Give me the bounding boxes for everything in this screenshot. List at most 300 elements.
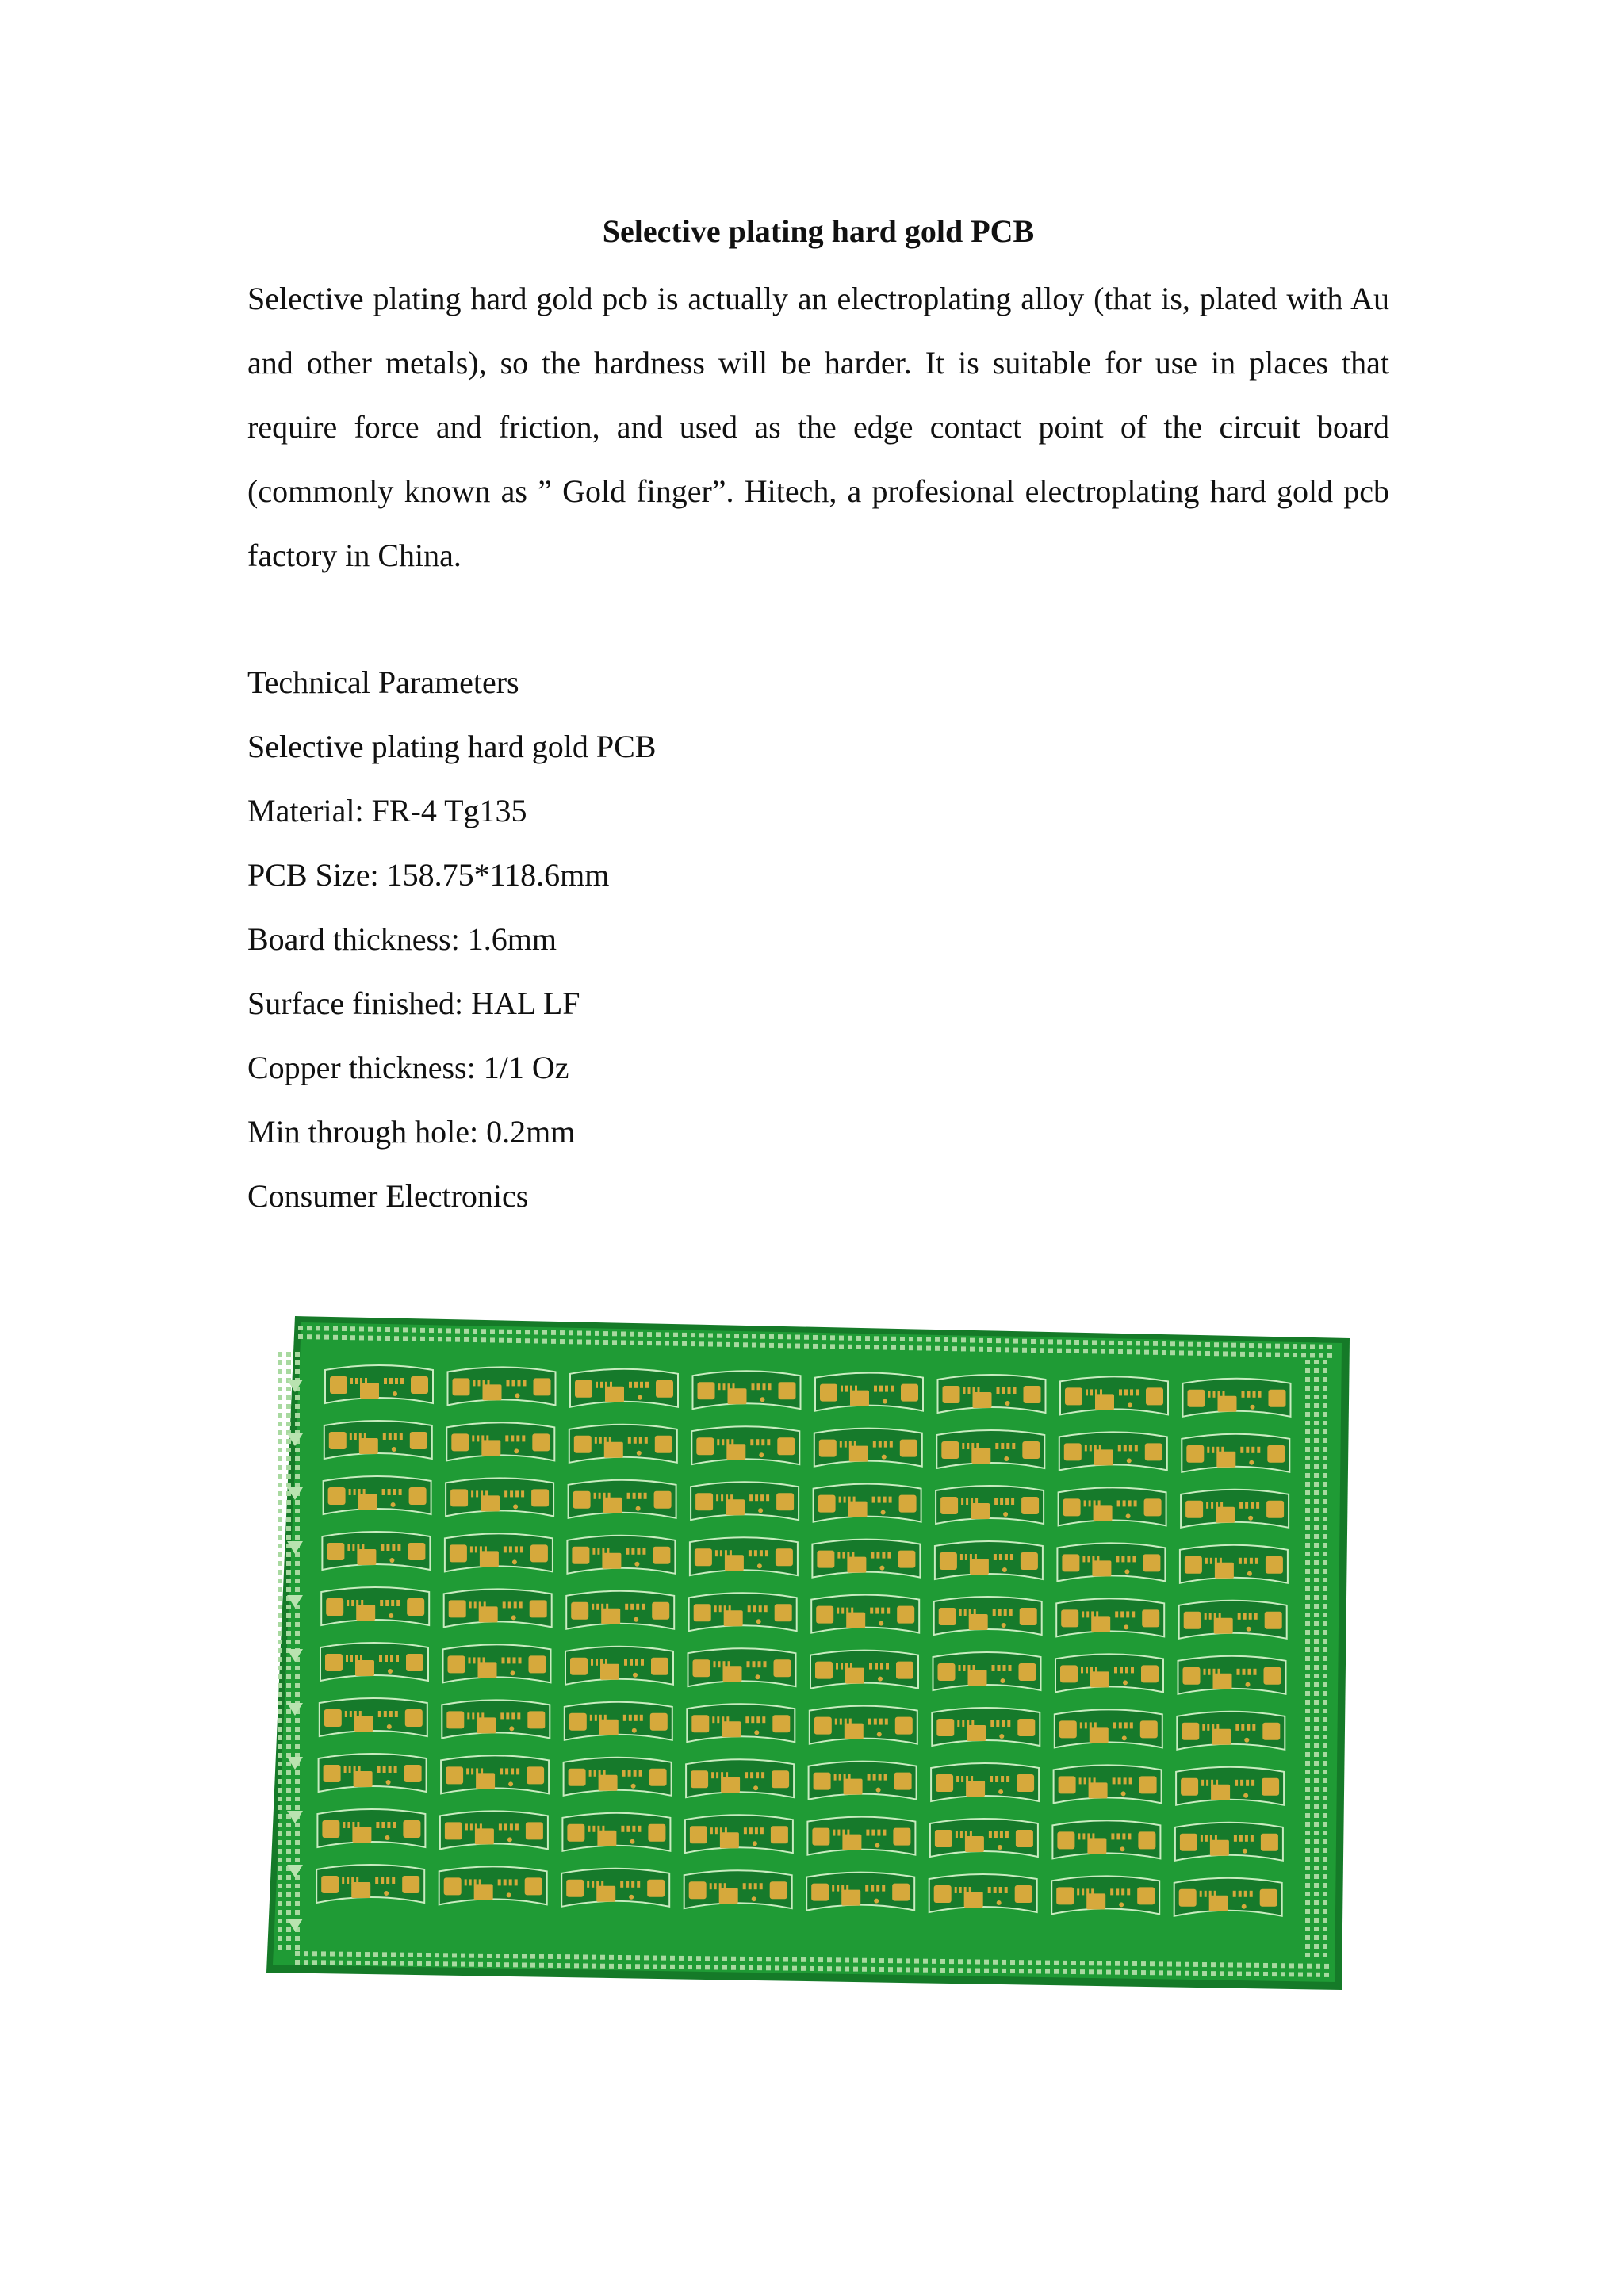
- gold-pad: [1142, 1609, 1159, 1627]
- rail-pad: [278, 1884, 282, 1888]
- rail-pad: [722, 1957, 727, 1961]
- rail-pad: [1298, 1964, 1303, 1969]
- rail-pad: [1045, 1969, 1050, 1974]
- rail-pad: [339, 1961, 343, 1965]
- gold-finger: [710, 1883, 712, 1889]
- gold-finger: [1218, 1669, 1220, 1675]
- via: [637, 1451, 642, 1456]
- rail-pad: [1305, 1386, 1310, 1391]
- gold-pad: [330, 1376, 347, 1394]
- gold-finger: [1209, 1891, 1212, 1897]
- gold-finger: [362, 1544, 364, 1551]
- rail-pad: [1109, 1349, 1114, 1354]
- rail-pad: [286, 1666, 291, 1670]
- gold-finger: [508, 1657, 511, 1663]
- gold-finger: [716, 1494, 718, 1501]
- gold-pad: [605, 1387, 624, 1402]
- rail-pad: [1127, 1349, 1132, 1354]
- gold-finger: [1245, 1502, 1248, 1509]
- gold-finger: [354, 1489, 356, 1495]
- gold-finger: [841, 1386, 843, 1392]
- rail-pad: [1323, 1935, 1327, 1940]
- gold-pad: [940, 1552, 957, 1570]
- gold-finger: [844, 1774, 846, 1781]
- gold-finger: [594, 1770, 596, 1777]
- gold-finger: [1240, 1780, 1243, 1786]
- rail-pad: [278, 1735, 282, 1740]
- gold-finger: [873, 1441, 876, 1448]
- gold-pad: [1210, 1840, 1229, 1856]
- via: [997, 1900, 1002, 1905]
- gold-finger: [472, 1435, 474, 1441]
- gold-pad: [651, 1658, 668, 1675]
- rail-pad: [278, 1823, 282, 1827]
- gold-pad: [1218, 1396, 1237, 1412]
- rail-pad: [1305, 1752, 1310, 1757]
- gold-finger: [1124, 1389, 1128, 1395]
- rail-pad: [1323, 1569, 1327, 1574]
- gold-finger: [515, 1879, 518, 1885]
- rail-pad: [1132, 1961, 1137, 1966]
- via: [1002, 1567, 1007, 1572]
- gold-finger: [712, 1716, 714, 1723]
- rail-pad: [278, 1892, 282, 1897]
- rail-pad: [961, 1346, 966, 1351]
- gold-finger: [1238, 1613, 1241, 1620]
- rail-pad: [435, 1953, 439, 1957]
- rail-pad: [1159, 1961, 1163, 1966]
- rail-pad: [295, 1744, 300, 1749]
- gold-finger: [356, 1877, 358, 1884]
- gold-pad: [360, 1383, 379, 1399]
- gold-pad: [1141, 1665, 1159, 1682]
- via: [511, 1670, 515, 1675]
- gold-finger: [1002, 1387, 1005, 1394]
- gold-finger: [834, 1774, 837, 1781]
- rail-pad: [1314, 1700, 1319, 1705]
- gold-finger: [718, 1383, 721, 1390]
- gold-finger: [630, 1659, 633, 1666]
- gold-finger: [470, 1823, 473, 1830]
- gold-finger: [1128, 1833, 1131, 1839]
- gold-finger: [506, 1712, 509, 1719]
- gold-finger: [347, 1877, 349, 1884]
- rail-pad: [278, 1369, 282, 1374]
- via: [633, 1673, 638, 1678]
- gold-pad: [939, 1608, 956, 1625]
- via: [1121, 1791, 1126, 1796]
- gold-pad: [849, 1446, 868, 1462]
- rail-pad: [813, 1335, 818, 1340]
- rail-pad: [1310, 1353, 1315, 1357]
- gold-finger: [1244, 1891, 1247, 1897]
- rail-pad: [1314, 1822, 1319, 1827]
- rail-pad: [1197, 1342, 1201, 1347]
- gold-pad: [474, 1884, 493, 1900]
- rail-pad: [1305, 1613, 1310, 1617]
- rail-pad: [286, 1465, 291, 1470]
- pcb-unit: [321, 1587, 429, 1625]
- pcb-unit: [1055, 1654, 1163, 1692]
- rail-pad: [630, 1341, 634, 1345]
- via: [875, 1843, 879, 1848]
- via: [1124, 1624, 1128, 1629]
- rail-pad: [286, 1587, 291, 1592]
- rail-pad: [278, 1500, 282, 1505]
- rail-pad: [801, 1957, 806, 1962]
- rail-pad: [926, 1337, 931, 1342]
- gold-finger: [381, 1877, 384, 1884]
- via: [511, 1615, 516, 1620]
- gold-finger: [359, 1433, 362, 1440]
- gold-pad: [776, 1548, 793, 1566]
- gold-pad: [726, 1444, 745, 1460]
- rail-pad: [1305, 1665, 1310, 1670]
- gold-pad: [1185, 1501, 1203, 1518]
- rail-pad: [429, 1337, 434, 1341]
- gold-finger: [767, 1439, 770, 1445]
- gold-finger: [512, 1380, 515, 1386]
- via: [760, 1397, 765, 1402]
- rail-pad: [569, 1339, 573, 1344]
- gold-finger: [750, 1772, 753, 1778]
- rail-pad: [1323, 1857, 1327, 1862]
- gold-finger: [1247, 1391, 1251, 1398]
- gold-finger: [989, 1831, 992, 1838]
- via: [756, 1619, 761, 1624]
- gold-pad: [352, 1827, 371, 1843]
- rail-pad: [1314, 1857, 1319, 1862]
- param-item: Consumer Electronics: [247, 1178, 529, 1214]
- rail-pad: [1185, 1971, 1189, 1976]
- rail-pad: [1305, 1761, 1310, 1766]
- rail-pad: [1314, 1630, 1319, 1635]
- rail-pad: [481, 1329, 486, 1334]
- gold-pad: [965, 1836, 984, 1852]
- gold-finger: [623, 1715, 626, 1721]
- rail-pad: [1314, 1621, 1319, 1626]
- gold-pad: [403, 1820, 420, 1838]
- gold-finger: [1094, 1445, 1097, 1451]
- pcb-unit: [1181, 1490, 1289, 1528]
- rail-pad: [1323, 1717, 1327, 1722]
- rail-pad: [286, 1779, 291, 1784]
- pcb-unit: [1174, 1878, 1282, 1916]
- gold-finger: [733, 1383, 735, 1390]
- gold-finger: [486, 1435, 488, 1441]
- rail-pad: [726, 1334, 730, 1338]
- gold-finger: [508, 1601, 511, 1608]
- rail-pad: [499, 1330, 504, 1334]
- rail-pad: [1314, 1665, 1319, 1670]
- rail-pad: [717, 1342, 722, 1347]
- gold-finger: [1207, 1447, 1209, 1453]
- rail-pad: [1323, 1866, 1327, 1870]
- gold-finger: [1087, 1556, 1090, 1562]
- rail-pad: [845, 1957, 849, 1962]
- gold-finger: [596, 1659, 598, 1666]
- gold-finger: [768, 1383, 772, 1390]
- rail-pad: [682, 1341, 687, 1346]
- rail-pad: [970, 1338, 975, 1343]
- gold-finger: [757, 1383, 760, 1390]
- rail-pad: [783, 1957, 788, 1962]
- pcb-unit: [565, 1647, 673, 1685]
- via: [1127, 1458, 1132, 1463]
- gold-pad: [693, 1659, 710, 1677]
- rail-pad: [286, 1884, 291, 1888]
- rail-pad: [1202, 1971, 1207, 1976]
- gold-pad: [1182, 1723, 1199, 1740]
- gold-finger: [509, 1546, 512, 1552]
- rail-pad: [670, 1965, 675, 1969]
- rail-pad: [1323, 1421, 1327, 1425]
- rail-pad: [321, 1960, 326, 1965]
- gold-pad: [475, 1828, 494, 1844]
- gold-finger: [749, 1494, 753, 1501]
- gold-finger: [515, 1546, 518, 1552]
- gold-finger: [394, 1766, 397, 1773]
- rail-pad: [1089, 1969, 1094, 1974]
- gold-finger: [1247, 1724, 1250, 1731]
- rail-pad: [1179, 1341, 1184, 1346]
- rail-pad: [1314, 1787, 1319, 1792]
- via: [636, 1506, 641, 1511]
- rail-pad: [626, 1955, 631, 1960]
- rail-pad: [987, 1338, 992, 1343]
- rail-pad: [295, 1352, 300, 1357]
- rail-pad: [1127, 1341, 1132, 1345]
- gold-finger: [485, 1490, 488, 1497]
- rail-pad: [752, 1343, 756, 1348]
- rail-pad: [278, 1718, 282, 1723]
- rail-pad: [827, 1966, 832, 1971]
- rail-pad: [557, 1954, 561, 1959]
- via: [512, 1559, 517, 1564]
- rail-pad: [1323, 1360, 1327, 1364]
- gold-finger: [591, 1659, 593, 1666]
- rail-pad: [1150, 1961, 1155, 1966]
- gold-pad: [572, 1547, 589, 1564]
- pcb-unit: [938, 1375, 1046, 1413]
- rail-pad: [278, 1779, 282, 1784]
- gold-finger: [883, 1497, 887, 1503]
- rail-pad: [295, 1779, 300, 1784]
- rail-pad: [1305, 1857, 1310, 1862]
- gold-finger: [1257, 1447, 1260, 1453]
- gold-finger: [872, 1497, 875, 1503]
- gold-pad: [481, 1495, 500, 1511]
- via: [754, 1730, 759, 1735]
- rail-pad: [1150, 1970, 1155, 1975]
- rail-pad: [304, 1960, 308, 1965]
- rail-pad: [278, 1544, 282, 1548]
- param-item: Material: FR-4 Tg135: [247, 793, 527, 828]
- rail-pad: [412, 1328, 416, 1333]
- gold-finger: [626, 1826, 630, 1832]
- rail-pad: [487, 1962, 492, 1967]
- gold-finger: [753, 1605, 756, 1612]
- rail-pad: [1231, 1343, 1236, 1348]
- gold-finger: [385, 1655, 388, 1662]
- gold-pad: [814, 1717, 832, 1735]
- rail-pad: [961, 1337, 966, 1342]
- via: [634, 1562, 639, 1567]
- via: [631, 1784, 636, 1789]
- gold-finger: [1126, 1611, 1129, 1617]
- gold-finger: [717, 1716, 719, 1723]
- gold-finger: [596, 1604, 599, 1610]
- rail-pad: [940, 1968, 945, 1973]
- gold-pad: [694, 1604, 711, 1621]
- param-item: Min through hole: 0.2mm: [247, 1114, 576, 1150]
- rail-pad: [1305, 1490, 1310, 1495]
- gold-finger: [1086, 1389, 1088, 1395]
- gold-pad: [1059, 1720, 1077, 1738]
- gold-finger: [755, 1494, 758, 1501]
- rail-pad: [621, 1340, 626, 1345]
- pcb-unit: [815, 1373, 923, 1411]
- gold-finger: [956, 1831, 958, 1838]
- gold-finger: [1128, 1500, 1132, 1506]
- gold-finger: [1005, 1887, 1008, 1893]
- rail-pad: [1314, 1691, 1319, 1696]
- gold-pad: [652, 1602, 669, 1620]
- rail-pad: [661, 1965, 666, 1969]
- rail-pad: [1314, 1761, 1319, 1766]
- gold-finger: [1240, 1447, 1243, 1453]
- rail-pad: [278, 1526, 282, 1531]
- gold-finger: [1215, 1558, 1217, 1564]
- rail-pad: [359, 1335, 364, 1340]
- rail-pad: [656, 1341, 661, 1345]
- rail-pad: [1314, 1682, 1319, 1687]
- rail-pad: [504, 1962, 509, 1967]
- via: [879, 1566, 884, 1571]
- gold-finger: [720, 1550, 722, 1556]
- rail-pad: [862, 1958, 867, 1963]
- gold-finger: [718, 1661, 721, 1667]
- gold-finger: [840, 1719, 842, 1725]
- gold-finger: [959, 1665, 961, 1671]
- rail-pad: [373, 1961, 378, 1965]
- rail-pad: [1013, 1348, 1018, 1353]
- rail-pad: [1305, 1395, 1310, 1399]
- gold-finger: [390, 1655, 393, 1662]
- gold-finger: [1084, 1500, 1086, 1506]
- gold-finger: [1080, 1722, 1082, 1728]
- rail-pad: [295, 1960, 300, 1965]
- rail-pad: [1314, 1735, 1319, 1739]
- gold-finger: [850, 1663, 852, 1670]
- rail-pad: [295, 1517, 300, 1522]
- rail-pad: [408, 1961, 413, 1966]
- rail-pad: [1314, 1674, 1319, 1678]
- gold-pad: [896, 1662, 914, 1679]
- gold-pad: [1087, 1838, 1106, 1854]
- rail-pad: [1258, 1352, 1262, 1357]
- rail-pad: [278, 1727, 282, 1732]
- gold-finger: [878, 1497, 881, 1503]
- rail-pad: [321, 1951, 326, 1956]
- gold-finger: [375, 1877, 378, 1884]
- rail-pad: [408, 1953, 413, 1957]
- rail-pad: [618, 1955, 622, 1960]
- rail-pad: [906, 1958, 910, 1963]
- rail-pad: [1249, 1352, 1254, 1357]
- gold-finger: [502, 1657, 505, 1663]
- gold-finger: [967, 1443, 969, 1449]
- gold-finger: [609, 1437, 611, 1444]
- pcb-unit: [443, 1644, 551, 1682]
- rail-pad: [1314, 1438, 1319, 1443]
- rail-pad: [1036, 1969, 1041, 1973]
- rail-pad: [377, 1336, 381, 1341]
- rail-pad: [286, 1456, 291, 1461]
- rail-pad: [1323, 1499, 1327, 1504]
- rail-pad: [656, 1332, 661, 1337]
- rail-pad: [818, 1957, 823, 1962]
- gold-finger: [1216, 1447, 1219, 1453]
- gold-finger: [507, 1380, 510, 1386]
- section-heading: Technical Parameters: [247, 664, 519, 700]
- gold-finger: [383, 1433, 386, 1440]
- rail-pad: [1305, 1412, 1310, 1417]
- via: [999, 1734, 1004, 1739]
- pcb-unit: [320, 1643, 428, 1681]
- pcb-unit: [684, 1870, 792, 1908]
- rail-pad: [1170, 1350, 1175, 1355]
- gold-finger: [600, 1382, 603, 1388]
- param-item: Copper thickness: 1/1 Oz: [247, 1050, 569, 1085]
- gold-finger: [345, 1711, 347, 1717]
- rail-pad: [1266, 1352, 1271, 1357]
- rail-pad: [600, 1964, 605, 1969]
- rail-pad: [452, 1961, 457, 1966]
- gold-pad: [476, 1773, 495, 1789]
- gold-pad: [354, 1716, 373, 1732]
- rail-pad: [295, 1770, 300, 1775]
- via: [1126, 1513, 1131, 1518]
- rail-pad: [958, 1968, 963, 1973]
- rail-pad: [1323, 1848, 1327, 1853]
- rail-pad: [1005, 1347, 1009, 1352]
- rail-pad: [1167, 1970, 1172, 1975]
- rail-pad: [787, 1334, 791, 1339]
- gold-pad: [936, 1774, 953, 1792]
- rail-pad: [1305, 1604, 1310, 1609]
- gold-finger: [599, 1437, 602, 1444]
- gold-finger: [1002, 1720, 1005, 1727]
- rail-pad: [766, 1957, 771, 1961]
- rail-pad: [461, 1962, 465, 1967]
- gold-finger: [868, 1774, 871, 1781]
- rail-pad: [1314, 1743, 1319, 1748]
- rail-pad: [278, 1770, 282, 1775]
- gold-finger: [1242, 1391, 1245, 1398]
- gold-finger: [504, 1490, 508, 1497]
- rail-pad: [1205, 1342, 1210, 1347]
- rail-pad: [286, 1640, 291, 1644]
- gold-finger: [886, 1663, 889, 1670]
- gold-finger: [994, 1498, 998, 1505]
- rail-pad: [278, 1404, 282, 1409]
- rail-pad: [278, 1901, 282, 1906]
- gold-finger: [876, 1552, 879, 1559]
- gold-finger: [600, 1659, 603, 1666]
- gold-finger: [347, 1600, 349, 1606]
- rail-pad: [278, 1709, 282, 1714]
